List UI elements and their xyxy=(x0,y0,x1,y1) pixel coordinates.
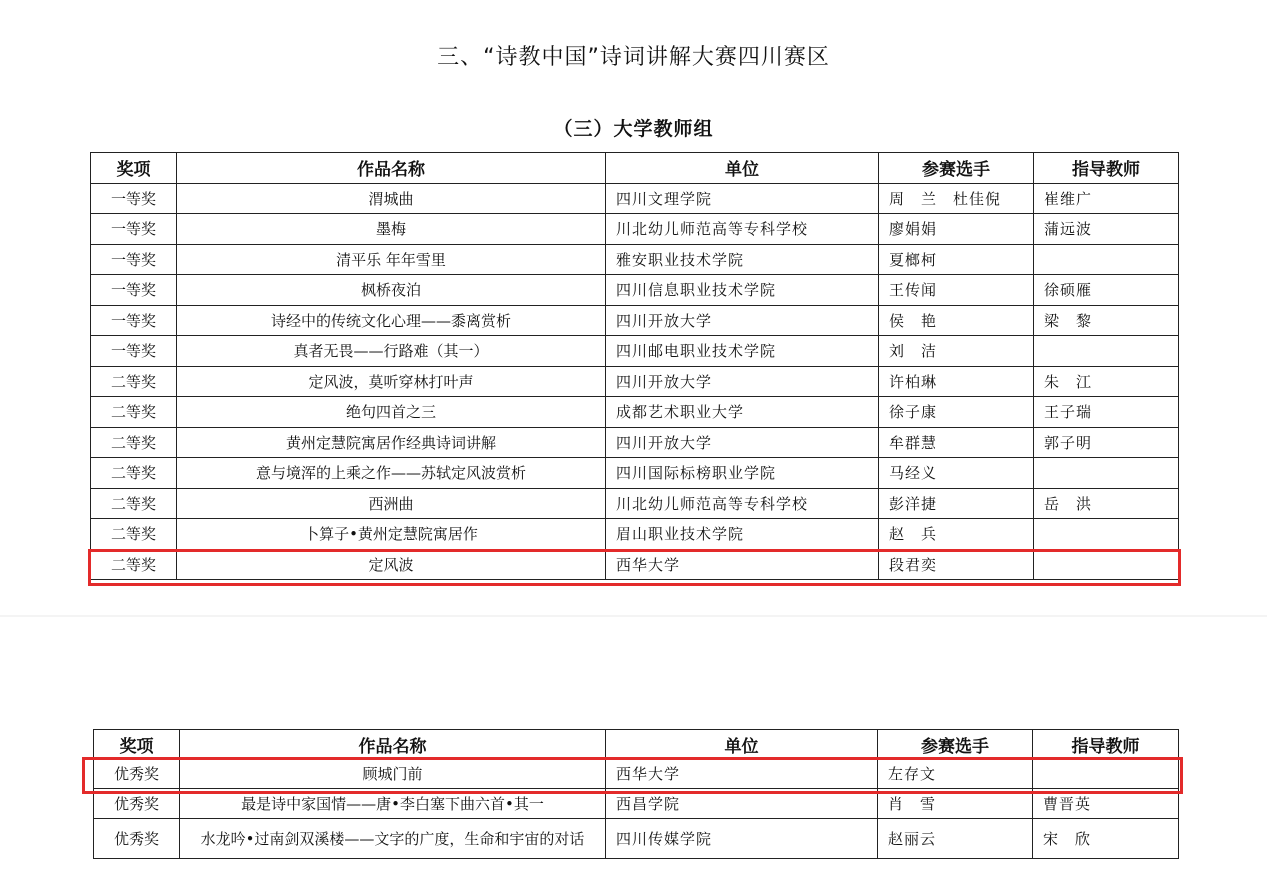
col-header-unit: 单位 xyxy=(606,730,878,759)
work-cell: 墨梅 xyxy=(177,214,606,245)
table-row xyxy=(91,336,1179,367)
col-header-unit: 单位 xyxy=(606,153,879,184)
participant-cell: 赵 兵 xyxy=(879,519,1034,550)
participant-cell: 徐子康 xyxy=(879,397,1034,428)
table-row xyxy=(94,819,1179,859)
award-cell: 二等奖 xyxy=(91,366,177,397)
instructor-cell xyxy=(1034,549,1179,580)
award-cell: 二等奖 xyxy=(91,458,177,489)
work-cell: 诗经中的传统文化心理——黍离赏析 xyxy=(177,305,606,336)
work-cell: 定风波 xyxy=(177,549,606,580)
unit-cell: 川北幼儿师范高等专科学校 xyxy=(606,488,879,519)
participant-cell: 赵丽云 xyxy=(878,819,1033,859)
work-cell: 意与境浑的上乘之作——苏轼定风波赏析 xyxy=(177,458,606,489)
unit-cell: 眉山职业技术学院 xyxy=(606,519,879,550)
participant-cell: 侯 艳 xyxy=(879,305,1034,336)
work-cell: 定风波，莫听穿林打叶声 xyxy=(177,366,606,397)
col-header-instructor: 指导教师 xyxy=(1034,153,1179,184)
participant-cell: 王传闻 xyxy=(879,275,1034,306)
work-cell: 绝句四首之三 xyxy=(177,397,606,428)
participant-cell: 牟群慧 xyxy=(879,427,1034,458)
unit-cell: 西华大学 xyxy=(606,549,879,580)
award-cell: 一等奖 xyxy=(91,244,177,275)
table-row xyxy=(91,427,1179,458)
unit-cell: 四川文理学院 xyxy=(606,183,879,214)
award-cell: 二等奖 xyxy=(91,397,177,428)
participant-cell: 刘 洁 xyxy=(879,336,1034,367)
participant-cell: 许柏琳 xyxy=(879,366,1034,397)
table-row-highlighted xyxy=(94,759,1179,789)
instructor-cell: 岳 洪 xyxy=(1034,488,1179,519)
work-cell: 黄州定慧院寓居作经典诗词讲解 xyxy=(177,427,606,458)
instructor-cell: 宋 欣 xyxy=(1033,819,1179,859)
award-cell: 二等奖 xyxy=(91,519,177,550)
unit-cell: 四川信息职业技术学院 xyxy=(606,275,879,306)
award-cell: 二等奖 xyxy=(91,488,177,519)
page-title: 三、“诗教中国”诗词讲解大赛四川赛区 xyxy=(437,45,830,70)
instructor-cell: 王子瑞 xyxy=(1034,397,1179,428)
instructor-cell: 朱 江 xyxy=(1034,366,1179,397)
work-cell: 顾城门前 xyxy=(180,759,606,789)
col-header-participant: 参赛选手 xyxy=(878,730,1033,759)
table-header-row xyxy=(94,730,1179,759)
unit-cell: 川北幼儿师范高等专科学校 xyxy=(606,214,879,245)
col-header-participant: 参赛选手 xyxy=(879,153,1034,184)
award-table-2 xyxy=(93,729,1179,859)
award-cell: 一等奖 xyxy=(91,275,177,306)
unit-cell: 四川开放大学 xyxy=(606,366,879,397)
table-row-highlighted xyxy=(91,549,1179,580)
instructor-cell: 郭子明 xyxy=(1034,427,1179,458)
col-header-award: 奖项 xyxy=(91,153,177,184)
work-cell: 真者无畏——行路难（其一） xyxy=(177,336,606,367)
work-cell: 水龙吟•过南剑双溪楼——文字的广度，生命和宇宙的对话 xyxy=(180,819,606,859)
table-row xyxy=(91,366,1179,397)
award-cell: 一等奖 xyxy=(91,305,177,336)
table-row xyxy=(91,214,1179,245)
instructor-cell: 崔维广 xyxy=(1034,183,1179,214)
table-row xyxy=(94,789,1179,819)
work-cell: 渭城曲 xyxy=(177,183,606,214)
participant-cell: 周 兰 杜佳倪 xyxy=(879,183,1034,214)
table-row xyxy=(91,519,1179,550)
instructor-cell xyxy=(1034,519,1179,550)
col-header-award: 奖项 xyxy=(94,730,180,759)
instructor-cell xyxy=(1034,244,1179,275)
participant-cell: 左存文 xyxy=(878,759,1033,789)
participant-cell: 马经义 xyxy=(879,458,1034,489)
award-table-1 xyxy=(90,152,1179,580)
col-header-instructor: 指导教师 xyxy=(1033,730,1179,759)
work-cell: 西洲曲 xyxy=(177,488,606,519)
participant-cell: 廖娟娟 xyxy=(879,214,1034,245)
table-row xyxy=(91,275,1179,306)
participant-cell: 夏榔柯 xyxy=(879,244,1034,275)
unit-cell: 四川邮电职业技术学院 xyxy=(606,336,879,367)
instructor-cell: 徐硕雁 xyxy=(1034,275,1179,306)
table-row xyxy=(91,244,1179,275)
group-title: （三）大学教师组 xyxy=(553,118,714,140)
work-cell: 清平乐 年年雪里 xyxy=(177,244,606,275)
table-row xyxy=(91,305,1179,336)
work-cell: 最是诗中家国情——唐•李白塞下曲六首•其一 xyxy=(180,789,606,819)
award-cell: 优秀奖 xyxy=(94,759,180,789)
col-header-work: 作品名称 xyxy=(177,153,606,184)
work-cell: 枫桥夜泊 xyxy=(177,275,606,306)
participant-cell: 段君奕 xyxy=(879,549,1034,580)
unit-cell: 四川开放大学 xyxy=(606,427,879,458)
instructor-cell xyxy=(1034,336,1179,367)
table-row xyxy=(91,397,1179,428)
award-cell: 优秀奖 xyxy=(94,819,180,859)
table-row xyxy=(91,488,1179,519)
unit-cell: 西昌学院 xyxy=(606,789,878,819)
table-header-row xyxy=(91,153,1179,184)
award-cell: 二等奖 xyxy=(91,549,177,580)
award-cell: 优秀奖 xyxy=(94,789,180,819)
instructor-cell xyxy=(1034,458,1179,489)
unit-cell: 四川开放大学 xyxy=(606,305,879,336)
instructor-cell: 梁 黎 xyxy=(1034,305,1179,336)
award-cell: 二等奖 xyxy=(91,427,177,458)
unit-cell: 成都艺术职业大学 xyxy=(606,397,879,428)
award-cell: 一等奖 xyxy=(91,336,177,367)
work-cell: 卜算子•黄州定慧院寓居作 xyxy=(177,519,606,550)
award-cell: 一等奖 xyxy=(91,214,177,245)
award-cell: 一等奖 xyxy=(91,183,177,214)
participant-cell: 彭洋捷 xyxy=(879,488,1034,519)
unit-cell: 四川国际标榜职业学院 xyxy=(606,458,879,489)
col-header-work: 作品名称 xyxy=(180,730,606,759)
instructor-cell: 曹晋英 xyxy=(1033,789,1179,819)
table-row xyxy=(91,458,1179,489)
participant-cell: 肖 雪 xyxy=(878,789,1033,819)
unit-cell: 四川传媒学院 xyxy=(606,819,878,859)
instructor-cell: 蒲远波 xyxy=(1034,214,1179,245)
unit-cell: 雅安职业技术学院 xyxy=(606,244,879,275)
instructor-cell xyxy=(1033,759,1179,789)
table-row xyxy=(91,183,1179,214)
unit-cell: 西华大学 xyxy=(606,759,878,789)
